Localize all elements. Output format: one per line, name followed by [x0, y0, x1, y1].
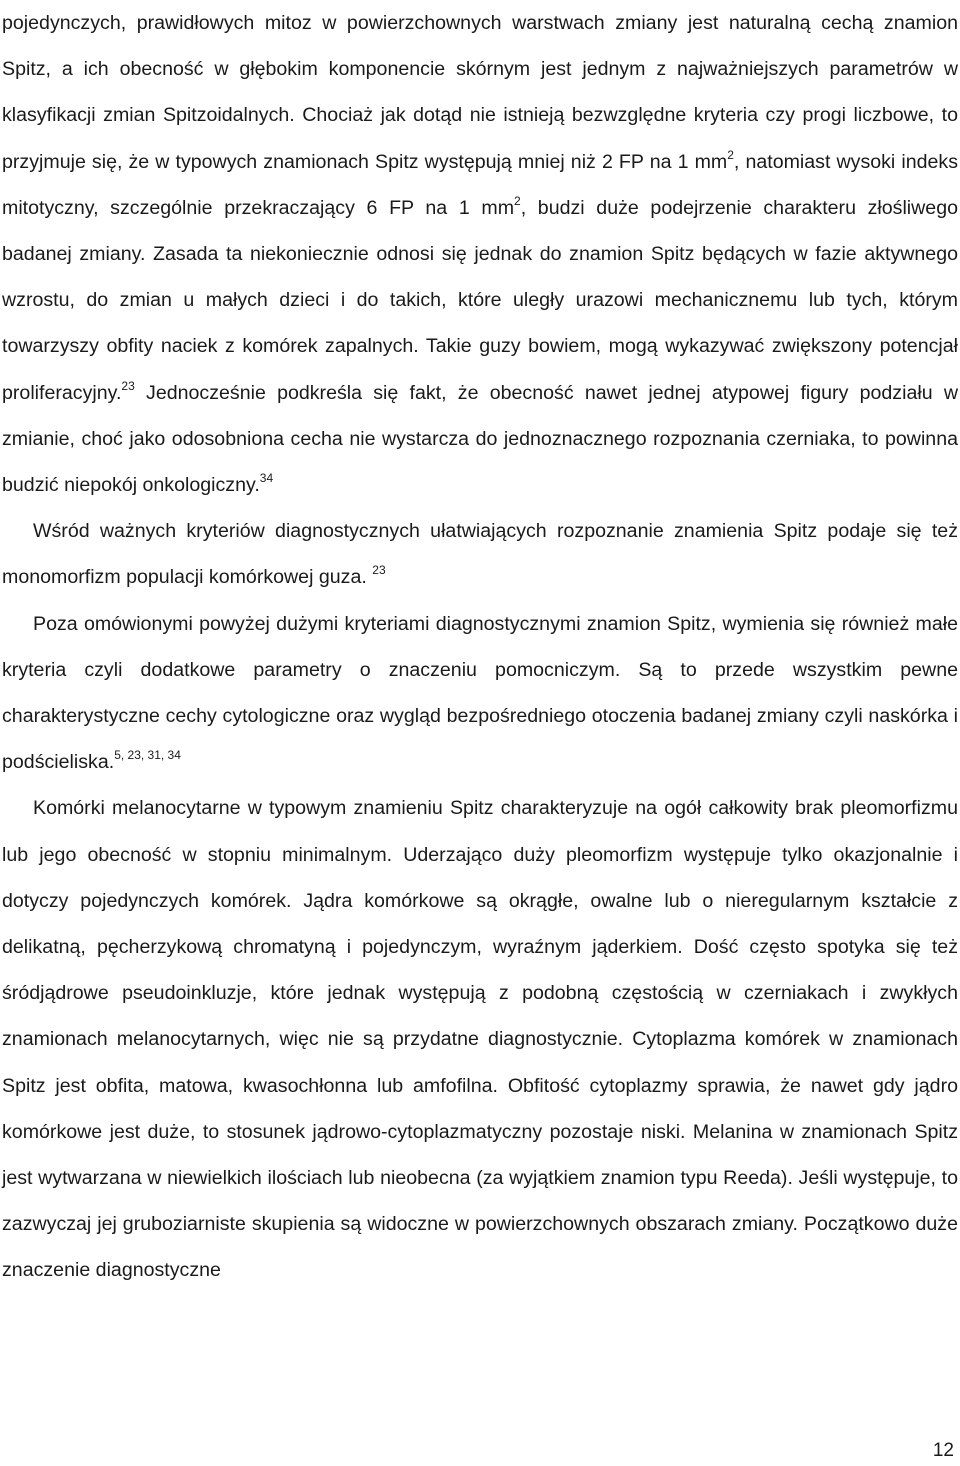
- citation-superscript: 23: [372, 563, 386, 578]
- text-run: pojedynczych, prawidłowych mitoz w powierzchownych warstwach zmiany jest naturalną cechą znamion Spitz, a ich obecność w głębokim komponencie skórnym jest jednym z najważniejszych parametrów w klasyfikacji zmian Spitzoidalnych. Chociaż jak dotąd nie istnieją bezwzględne kryteria czy progi liczbowe, to przyjmuje się, że w typowych znamionach Spitz występują mniej niż 2 FP na 1 mm: [2, 12, 958, 173]
- text-run: Komórki melanocytarne w typowym znamieniu Spitz charakteryzuje na ogół całkowity brak pleomorfizmu lub jego obecność w stopniu minimalnym. Uderzająco duży pleomorfizm występuje tylko okazjonalnie i dotyczy pojedynczych komórek. Jądra komórkowe są okrągłe, owalne lub o nieregularnym kształcie z delikatną, pęcherzykową chromatyną i pojedynczym, wyraźnym jąderkiem. Dość często spotyka się też śródjądrowe pseudoinkluzje, które jednak występują z podobną częstością w czerniakach i zwykłych znamionach melanocytarnych, więc nie są przydatne diagnostycznie. Cytoplazma komórek w znamionach Spitz jest obfita, matowa, kwasochłonna lub amfofilna. Obfitość cytoplazmy sprawia, że nawet gdy jądro komórkowe jest duże, to stosunek jądrowo-cytoplazmatyczny pozostaje niski. Melanina w znamionach Spitz jest wytwarzana w niewielkich ilościach lub nieobecna (za wyjątkiem znamion typu Reeda). Jeśli występuje, to zazwyczaj jej gruboziarniste skupienia są widoczne w powierzchownych obszarach zmiany. Początkowo duże znaczenie diagnostyczne: [2, 797, 958, 1282]
- text-run: , budzi duże podejrzenie charakteru złośliwego badanej zmiany. Zasada ta niekoniecznie odnosi się jednak do znamion Spitz będących w fazie aktywnego wzrostu, do zmian u małych dzieci i do takich, które uległy urazowi mechanicznemu lub tych, którym towarzyszy obfity naciek z komórek zapalnych. Takie guzy bowiem, mogą wykazywać zwiększony potencjał proliferacyjny.: [2, 196, 958, 404]
- text-run: Wśród ważnych kryteriów diagnostycznych ułatwiających rozpoznanie znamienia Spitz podaje się też monomorfizm populacji komórkowej guza.: [2, 520, 958, 589]
- page-number: 12: [932, 1440, 954, 1461]
- paragraph: [2, 0, 958, 508]
- text-run: Poza omówionymi powyżej dużymi kryteriami diagnostycznymi znamion Spitz, wymienia się również małe kryteria czyli dodatkowe parametry o znaczeniu pomocniczym. Są to przede wszystkim pewne charakterystyczne cechy cytologiczne oraz wygląd bezpośredniego otoczenia badanej zmiany czyli naskórka i podścieliska.: [2, 612, 958, 774]
- citation-superscript: 34: [259, 471, 274, 486]
- paragraph: [2, 601, 958, 786]
- paragraph: [2, 508, 958, 600]
- paragraph: [2, 785, 958, 1293]
- citation-superscript: 2: [727, 147, 734, 162]
- body-text: [2, 0, 958, 1294]
- citation-superscript: 5, 23, 31, 34: [114, 748, 181, 763]
- text-run: Jednocześnie podkreśla się fakt, że obecność nawet jednej atypowej figury podziału w zmianie, choć jako odosobniona cecha nie wystarcza do jednoznacznego rozpoznania czerniaka, to powinna budzić niepokój onkologiczny.: [2, 381, 958, 497]
- text-run: , natomiast wysoki indeks mitotyczny, szczególnie przekraczający 6 FP na 1 mm: [2, 150, 959, 219]
- citation-superscript: 2: [514, 193, 521, 208]
- citation-superscript: 23: [121, 378, 135, 393]
